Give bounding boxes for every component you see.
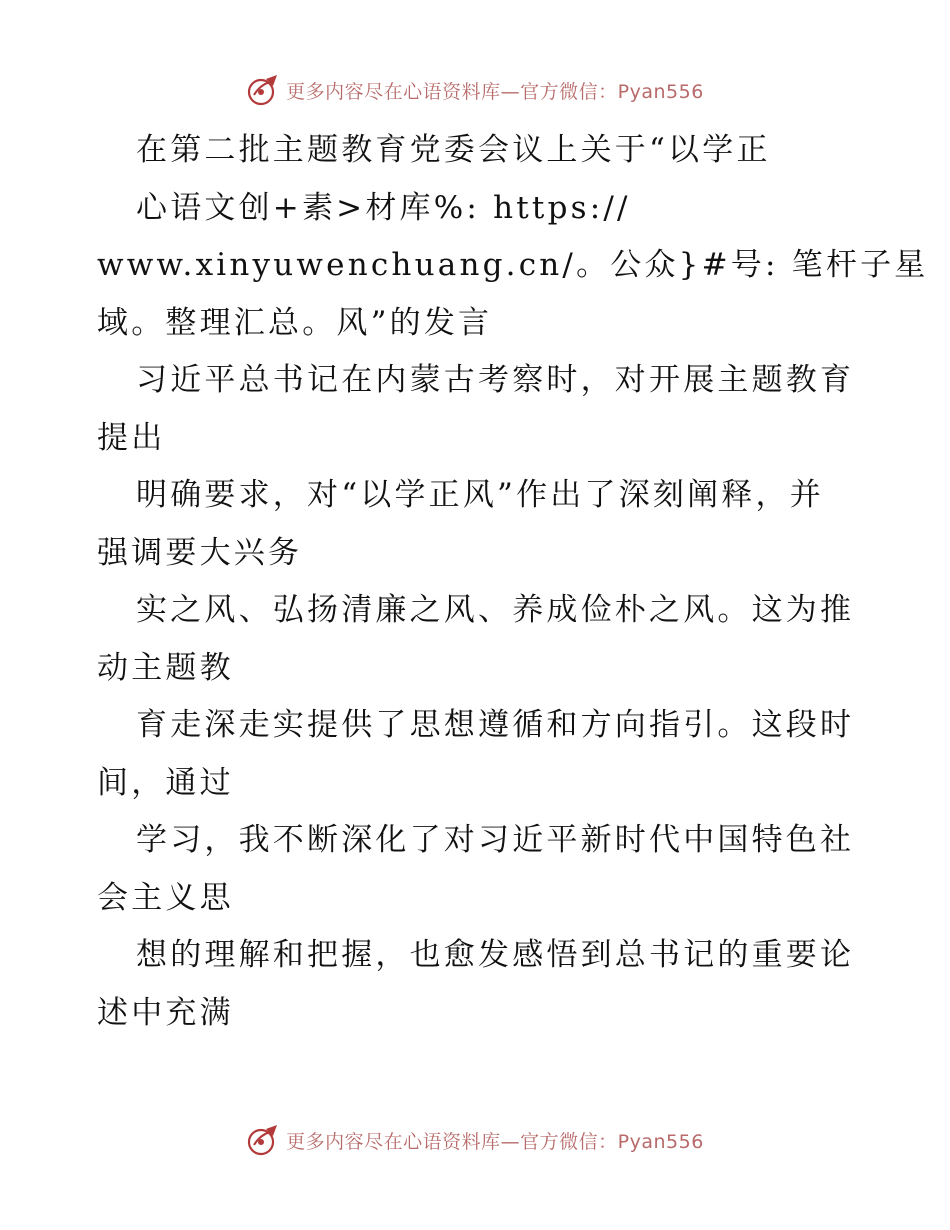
text-line: 习近平总书记在内蒙古考察时，对开展主题教育 xyxy=(136,362,855,398)
footer-banner xyxy=(0,1120,950,1160)
pen-logo-icon xyxy=(246,73,280,107)
text-line: 述中充满 xyxy=(97,994,234,1031)
text-line: 想的理解和把握，也愈发感悟到总书记的重要论 xyxy=(136,937,855,973)
text-line: 在第二批主题教育党委会议上关于“以学正 xyxy=(136,132,771,168)
text-line: www.xinyuwenchuang.cn/。公众}#号: 笔杆子星 xyxy=(97,247,929,283)
body-text xyxy=(97,122,929,1042)
footer-banner-text: 更多内容尽在心语资料库—官方微信：Pyan556 xyxy=(286,1130,704,1153)
text-line: 育走深走实提供了思想遵循和方向指引。这段时 xyxy=(136,707,855,743)
text-line: 提出 xyxy=(97,419,166,456)
header-banner-text: 更多内容尽在心语资料库—官方微信：Pyan556 xyxy=(286,80,704,103)
text-line: 间，通过 xyxy=(97,764,234,801)
text-line: 会主义思 xyxy=(97,879,234,916)
text-line: 心语文创+素>材库%: https:// xyxy=(136,189,631,226)
text-line: 学习，我不断深化了对习近平新时代中国特色社 xyxy=(136,822,855,858)
pen-logo-icon xyxy=(246,1123,280,1157)
header-banner xyxy=(0,70,950,110)
text-line: 动主题教 xyxy=(97,649,234,686)
text-line: 强调要大兴务 xyxy=(97,534,303,571)
text-line: 明确要求，对“以学正风”作出了深刻阐释，并 xyxy=(136,477,824,513)
text-line: 域。整理汇总。风”的发言 xyxy=(97,304,493,341)
text-line: 实之风、弘扬清廉之风、养成俭朴之风。这为推 xyxy=(136,592,855,628)
